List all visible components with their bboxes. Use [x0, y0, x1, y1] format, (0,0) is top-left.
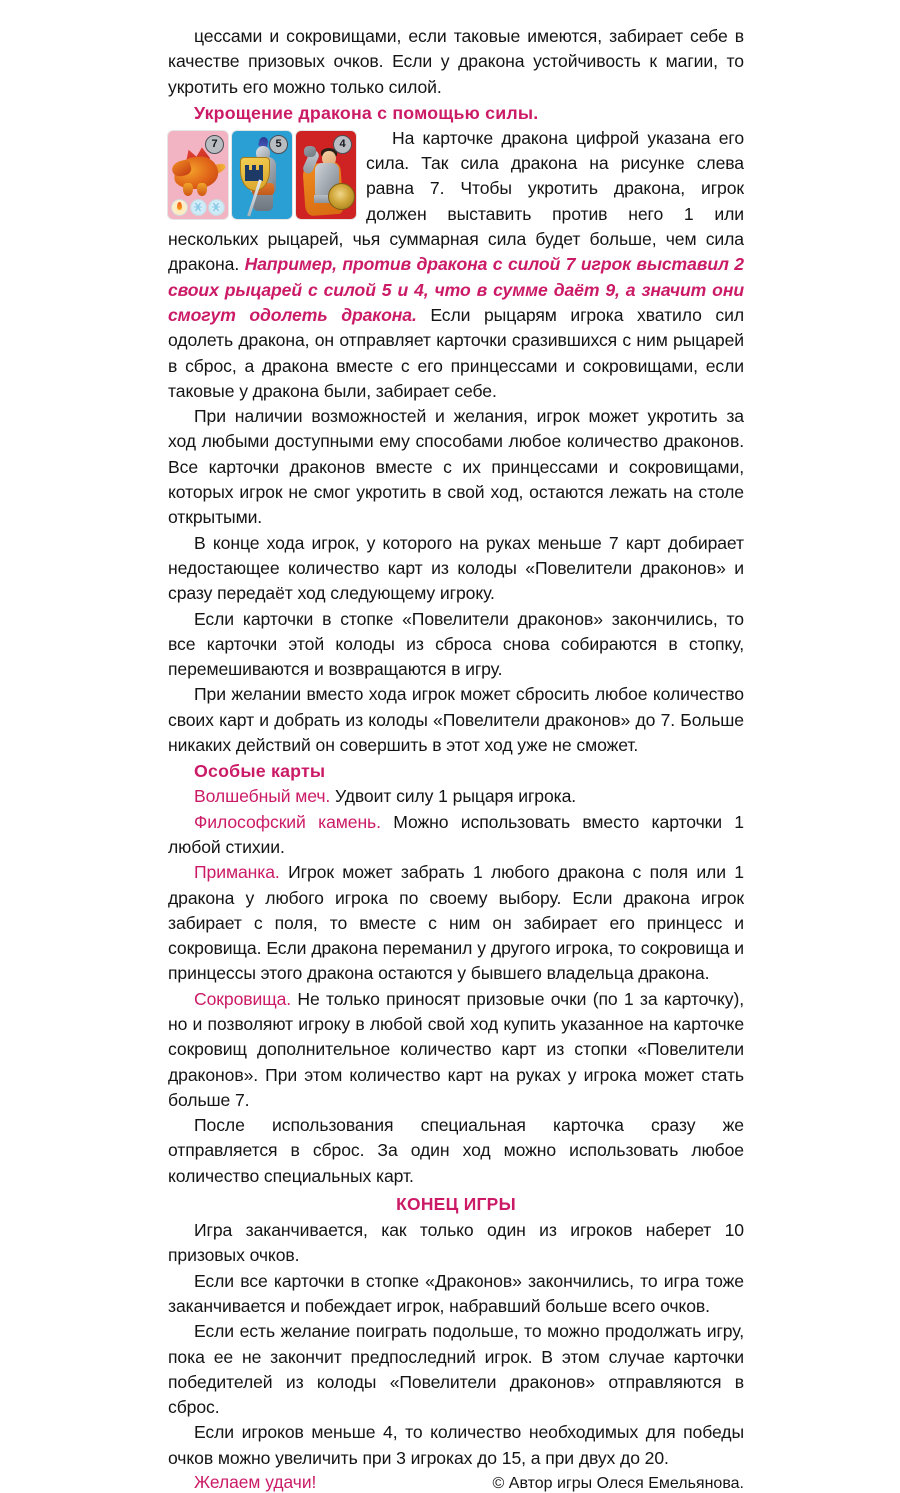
paragraph-special-discard: После использования специальная карточка сразу же отправляется в сброс. За один ход можно использовать любое количество специальных карт. [168, 1115, 744, 1186]
paragraph-reshuffle: Если карточки в стопке «Повелители драконов» закончились, то все карточки этой колоды из сброса снова собираются в стопку, перемешиваются и возвращаются в игру. [168, 608, 744, 680]
dragon-leg-shape [183, 183, 193, 196]
force-rules-text-a: На карточке дракона цифрой указана его сила. Так сила дракона на рисунке слева равна 7. Чтобы укротить дракона, игрок должен выставить против него 1 или нескольких рыцарей, чья суммарная сила будет больше, чем сила дракона. [168, 127, 744, 275]
special-desc-treasures: Не только приносят призовые очки (по 1 за карточку), но и позволяют игроку в любой свой ход купить указанное на карточке сокровищ дополнительное количество карт из стопки «Повелители драконов». При этом количество карт на руках у игрока может стать больше 7. [168, 988, 744, 1110]
paragraph-fewer-players: Если игроков меньше 4, то количество необходимых для победы очков можно увеличить при 3 игроках до 15, а при двух до 20. [168, 1422, 744, 1468]
dragon-card-power: 7 [205, 135, 224, 154]
paragraph-discard-option: При желании вместо хода игрок может сбросить любое количество своих карт и добрать из колоды «Повелители драконов» до 7. Больше никаких действий он совершить в этот ход уже не сможет. [168, 684, 744, 756]
special-term-philosophers-stone: Философский камень. [194, 811, 381, 832]
paragraph-longer-game: Если есть желание поиграть подольше, то можно продолжать игру, пока ее не закончит предпоследний игрок. В этом случае карточки победителей из колоды «Повелители драконов» отправляются в сброс. [168, 1321, 744, 1418]
dragon-leg-shape [197, 183, 207, 196]
round-shield-icon [328, 183, 355, 210]
knight-card-red-power: 4 [333, 135, 352, 154]
paragraph-end-condition-points: Игра заканчивается, как только один из игроков наберет 10 призовых очков. [168, 1220, 744, 1266]
special-card-treasures [168, 987, 744, 1113]
special-card-magic-sword [168, 784, 744, 809]
card-illustrations [168, 131, 360, 221]
castle-emblem-icon [245, 165, 263, 181]
author-credit: © Автор игры Олеся Емельянова. [492, 1475, 744, 1493]
force-rules-text-b: Если рыцарям игрока хватило сил одолеть дракона, он отправляет карточки сразившихся с ним рыцарей в сброс, а дракона вместе с его принцессами и сокровищами, если таковые у дракона были, забирает себе. [168, 304, 744, 401]
knight-card-blue-power: 5 [269, 135, 288, 154]
fire-icon [171, 199, 188, 216]
knight-card-blue [232, 131, 292, 219]
heading-special-cards: Особые карты [194, 761, 326, 782]
paragraph-intro: цессами и сокровищами, если таковые имеются, забирает себе в качестве призовых очков. Если у дракона устойчивость к магии, то укротить его можно только силой. [168, 26, 744, 97]
good-luck-text: Желаем удачи! [194, 1472, 317, 1493]
special-desc-philosophers-stone: Можно использовать вместо карточки 1 любой стихии. [168, 811, 744, 857]
heading-end-of-game: КОНЕЦ ИГРЫ [396, 1194, 516, 1215]
special-card-philosophers-stone [168, 810, 744, 861]
footer [168, 1472, 744, 1493]
knight-card-red [296, 131, 356, 219]
special-term-magic-sword: Волшебный меч. [194, 786, 331, 807]
heading-taming-by-force: Укрощение дракона с помощью силы. [194, 102, 539, 123]
special-card-bait [168, 860, 744, 986]
ice-icon [190, 199, 207, 216]
ice-icon [208, 199, 225, 216]
dragon-card [168, 131, 228, 219]
knight-fist-shape [304, 146, 316, 157]
paragraph-end-condition-deck: Если все карточки в стопке «Драконов» закончились, то игра тоже заканчивается и побеждает игрок, набравший больше всего очков. [168, 1270, 744, 1316]
dragon-element-icons [171, 199, 225, 216]
special-desc-bait: Игрок может забрать 1 любого дракона с поля или 1 дракона у любого игрока по своему выбору. Если дракона игрок забирает с поля, то вместе с ним он забирает его принцесс и сокровища. Если дракона переманил у другого игрока, то сокровища и принцессы этого дракона остаются у бывшего владельца дракона. [168, 862, 744, 984]
force-rules-example: Например, против дракона с силой 7 игрок выставил 2 своих рыцарей с силой 5 и 4, что в сумме даёт 9, а значит они смогут одолеть дракона. [168, 254, 744, 325]
special-term-bait: Приманка. [194, 862, 280, 883]
paragraph-multiple-taming: При наличии возможностей и желания, игрок может укротить за ход любыми доступными ему способами любое количество драконов. Все карточки драконов вместе с их принцессами и сокровищами, которых игрок не смог укротить в свой ход, остаются лежать на столе открытыми. [168, 406, 744, 528]
cards-and-text-block [168, 126, 744, 404]
page-content [168, 24, 744, 1493]
special-term-treasures: Сокровища. [194, 988, 292, 1009]
special-desc-magic-sword: Удвоит силу 1 рыцаря игрока. [330, 786, 577, 807]
paragraph-end-of-turn: В конце хода игрок, у которого на руках меньше 7 карт добирает недостающее количество карт из колоды «Повелители драконов» и сразу передаёт ход следующему игроку. [168, 532, 744, 604]
